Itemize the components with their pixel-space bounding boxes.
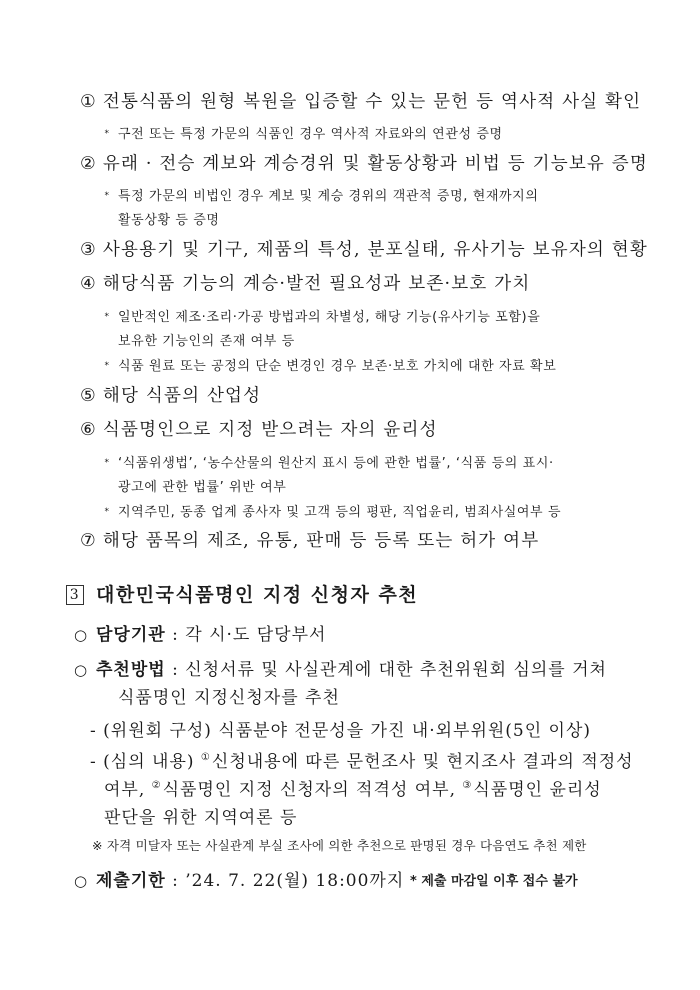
criterion-5 (80, 382, 261, 407)
criterion-2-note: * 특정 가문의 비법인 경우 계보 및 계승 경위의 객관적 증명, 현재까지의 (100, 185, 538, 204)
criterion-6 (80, 416, 438, 441)
circle-bullet-icon: ○ (74, 661, 89, 679)
agency-item: ○ 담당기관 : 각 시·도 담당부서 (74, 625, 327, 645)
deadline-note: * 제출 마감일 이후 접수 불가 (410, 874, 578, 889)
note-marker: * (104, 129, 110, 139)
circle-bullet-icon: ○ (74, 872, 89, 890)
reference-note: ※ 자격 미달자 또는 사실관계 부실 조사에 의한 추천으로 판명된 경우 다음연도 추천 제한 (92, 838, 587, 853)
method-value: 신청서류 및 사실관계에 대한 추천위원회 심의를 거쳐 (185, 660, 607, 680)
criterion-3 (80, 236, 648, 261)
criterion-text: 식품명인으로 지정 받으려는 자의 윤리성 (102, 420, 438, 440)
note-marker: * (104, 361, 110, 371)
note-marker: * (104, 191, 110, 201)
deadline-item: ○ 제출기한 : ’24. 7. 22(월) 18:00까지 (74, 871, 405, 891)
section-title: 대한민국식품명인 지정 신청자 추천 (96, 584, 419, 606)
criterion-4 (80, 270, 530, 295)
dash-bullet: - (90, 721, 97, 741)
dash-bullet: - (90, 752, 97, 772)
criterion-text: 해당 식품의 산업성 (102, 386, 262, 406)
criterion-text: 해당 품목의 제조, 유통, 판매 등 등록 또는 허가 여부 (102, 531, 540, 551)
criterion-1-note: * 구전 또는 특정 가문의 식품인 경우 역사적 자료와의 연관성 증명 (100, 123, 503, 142)
criterion-4-note-1-cont: 보유한 기능인의 존재 여부 등 (118, 334, 295, 349)
method-item-cont: 식품명인 지정신청자를 추천 (118, 688, 340, 708)
section-number-box: 3 (66, 585, 84, 605)
criterion-number: ⑦ (80, 531, 97, 551)
review-item: - (심의 내용) ①신청내용에 따른 문헌조사 및 현지조사 결과의 적정성 (90, 752, 634, 772)
committee-item: - (위원회 구성) 식품분야 전문성을 가진 내·외부위원(5인 이상) (90, 721, 592, 741)
criterion-number: ① (80, 92, 97, 112)
criterion-2 (80, 150, 648, 175)
criterion-number: ⑤ (80, 386, 97, 406)
criterion-6-note-1-cont: 광고에 관한 법률’ 위반 여부 (118, 480, 287, 495)
criterion-2-note-cont: 활동상황 등 증명 (118, 213, 220, 228)
deadline-label: 제출기한 (96, 871, 166, 891)
note-marker: * (104, 507, 110, 517)
review-item-cont-2: 판단을 위한 지역여론 등 (104, 808, 298, 828)
deadline-value: ’24. 7. 22(월) 18:00까지 (185, 871, 405, 891)
criterion-number: ⑥ (80, 420, 97, 440)
criterion-text: 해당식품 기능의 계승·발전 필요성과 보존·보호 가치 (102, 274, 531, 294)
circle-bullet-icon: ○ (74, 626, 89, 644)
criterion-4-note-1: * 일반적인 제조·조리·가공 방법과의 차별성, 해당 기능(유사기능 포함)을 (100, 306, 540, 325)
criterion-number: ③ (80, 240, 97, 260)
criterion-4-note-2: * 식품 원료 또는 공정의 단순 변경인 경우 보존·보호 가치에 대한 자료 확보 (100, 355, 556, 374)
criterion-7 (80, 527, 539, 552)
criterion-6-note-2: * 지역주민, 동종 업계 종사자 및 고객 등의 평판, 직업윤리, 범죄사실여부 등 (100, 501, 561, 520)
criterion-number: ② (80, 154, 97, 174)
review-item-cont-1: 여부, ②식품명인 지정 신청자의 적격성 여부, ③식품명인 윤리성 (104, 780, 602, 800)
criterion-1 (80, 88, 641, 113)
criterion-text: 전통식품의 원형 복원을 입증할 수 있는 문헌 등 역사적 사실 확인 (102, 92, 642, 112)
method-label: 추천방법 (96, 660, 166, 680)
criterion-number: ④ (80, 274, 97, 294)
criterion-6-note-1: * ‘식품위생법’, ‘농수산물의 원산지 표시 등에 관한 법률’, ‘식품 등의 표시· (100, 452, 554, 471)
agency-value: 각 시·도 담당부서 (185, 625, 327, 645)
criterion-text: 사용용기 및 기구, 제품의 특성, 분포실태, 유사기능 보유자의 현황 (102, 240, 649, 260)
criterion-text: 유래 · 전승 계보와 계승경위 및 활동상황과 비법 등 기능보유 증명 (102, 154, 649, 174)
method-item: ○ 추천방법 : 신청서류 및 사실관계에 대한 추천위원회 심의를 거쳐 (74, 660, 607, 680)
agency-label: 담당기관 (96, 625, 166, 645)
note-marker: * (104, 458, 110, 468)
section-heading (66, 580, 418, 607)
note-marker: * (104, 312, 110, 322)
